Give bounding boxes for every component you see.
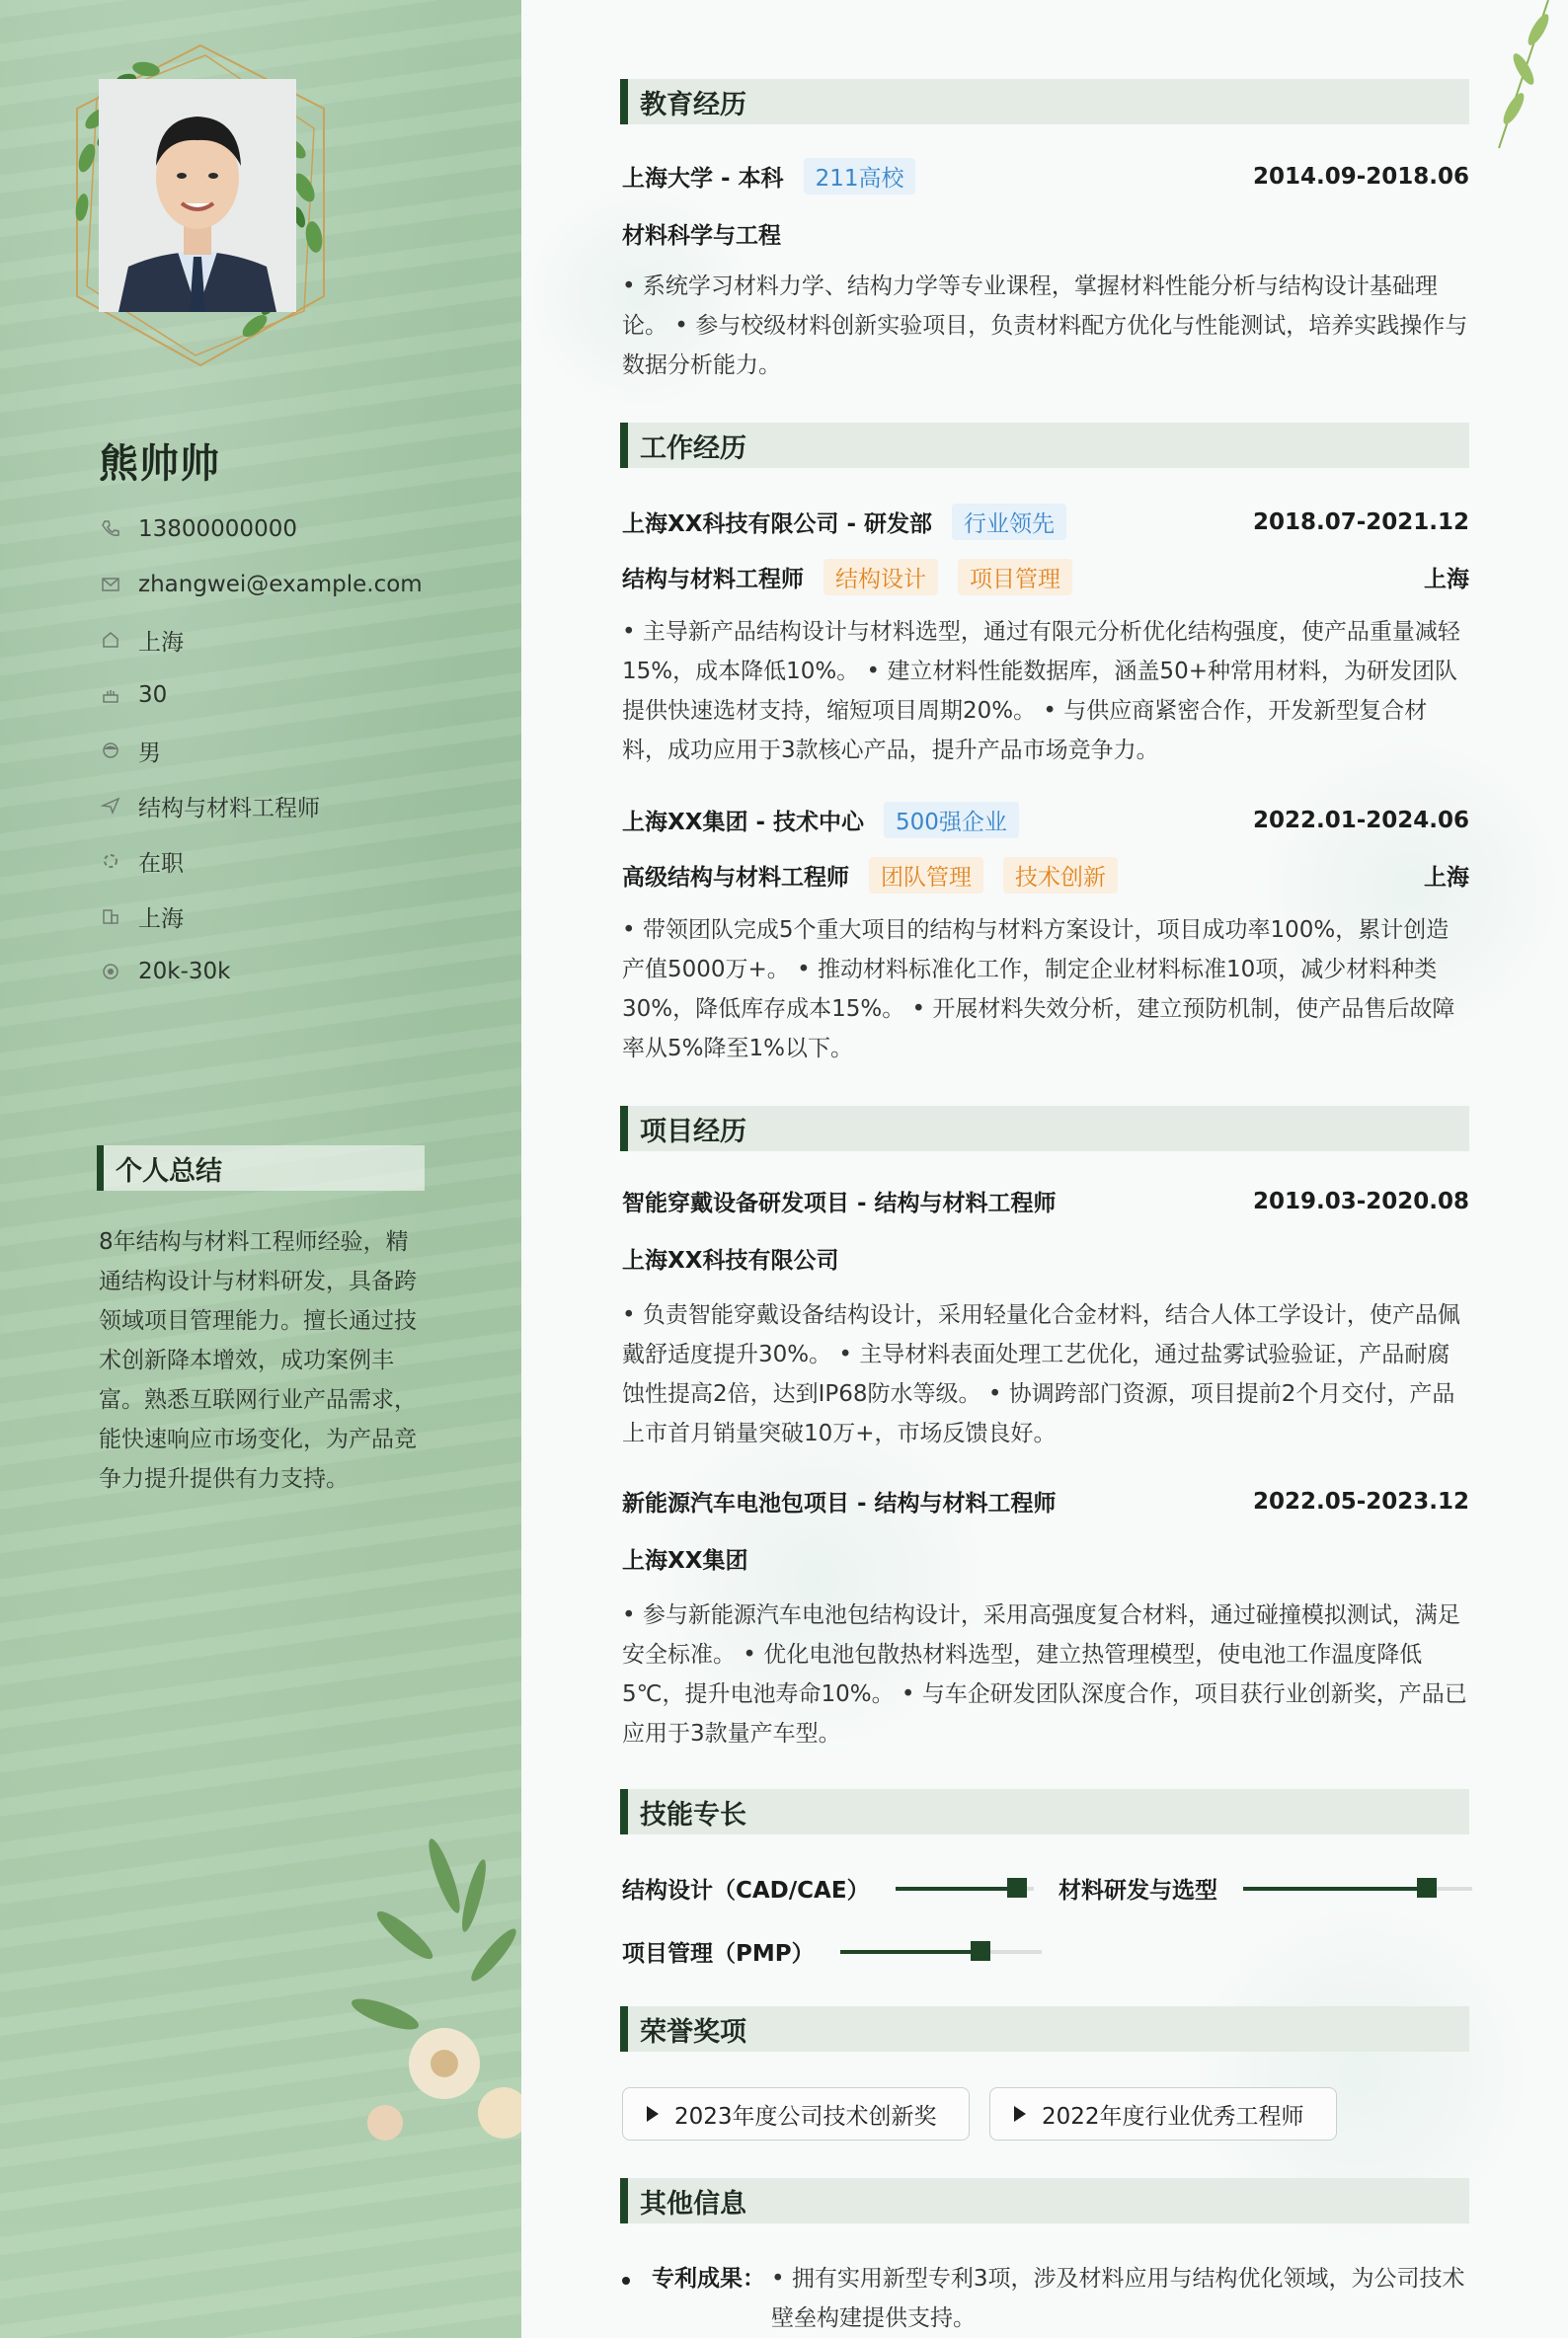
project-1-period: 2019.03-2020.08 [1252, 1188, 1469, 1214]
skill-3-knob [971, 1941, 990, 1961]
skill-1-knob [1007, 1878, 1027, 1898]
leaf-branch-icon [1469, 0, 1568, 158]
status-icon [99, 849, 122, 873]
skill-2-bar [1243, 1887, 1472, 1891]
work-1-company-tag: 行业领先 [952, 504, 1066, 540]
project-2-period: 2022.05-2023.12 [1252, 1488, 1469, 1515]
projects-heading: 项目经历 [620, 1106, 1469, 1151]
education-desc: • 系统学习材料力学、结构力学等专业课程，掌握材料性能分析与结构设计基础理论。 • 参与校级材料创新实验项目，负责材料配方优化与性能测试，培养实践操作与数据分析能力。 [622, 273, 1468, 378]
bullet-icon [622, 2277, 630, 2285]
honor-item-2 [989, 2087, 1337, 2141]
project-1-desc: • 负责智能穿戴设备结构设计，采用轻量化合金材料，结合人体工学设计，使产品佩戴舒适度提升30%。 • 主导材料表面处理工艺优化，通过盐雾试验验证，产品耐腐蚀性提高2倍，达到IP68防水等级。 • 协调跨部门资源，项目提前2个月交付，产品上市首月销量突破10万+，市场反馈良好。 [622, 1302, 1460, 1446]
work-1-company: 上海XX科技有限公司 - 研发部 [622, 511, 933, 537]
work-2-tag-2: 技术创新 [1003, 857, 1118, 894]
work-item-1-header [622, 504, 1469, 540]
age-text: 30 [138, 682, 168, 708]
play-triangle-icon [1014, 2106, 1026, 2122]
project-1-company: 上海XX科技有限公司 [622, 1248, 839, 1274]
email-text: zhangwei@example.com [138, 572, 423, 597]
info-email [99, 557, 494, 612]
info-status [99, 833, 494, 889]
skill-3-name: 项目管理（PMP） [622, 1941, 815, 1967]
city-text: 上海 [138, 905, 184, 932]
work-item-2-role [622, 857, 1469, 894]
honor-1-text: 2023年度公司技术创新奖 [674, 2103, 937, 2130]
info-location [99, 612, 494, 667]
work-1-role: 结构与材料工程师 [622, 567, 804, 592]
other-label: 专利成果： [652, 2266, 765, 2292]
work-2-company-tag: 500强企业 [884, 802, 1019, 838]
project-2-desc: • 参与新能源汽车电池包结构设计，采用高强度复合材料，通过碰撞模拟测试，满足安全标准。 • 优化电池包散热材料选型，建立热管理模型，使电池工作温度降低5℃，提升电池寿命10%。 • 与车企研发团队深度合作，项目获行业创新奖，产品已应用于3款量产车型。 [622, 1602, 1467, 1747]
mail-icon [99, 573, 122, 596]
building-icon [99, 904, 122, 928]
info-phone [99, 502, 494, 557]
home-icon [99, 628, 122, 652]
work-2-company: 上海XX集团 - 技术中心 [622, 810, 865, 835]
other-item [622, 2259, 1469, 2338]
main-content [521, 0, 1568, 2338]
play-triangle-icon [647, 2106, 659, 2122]
work-2-city: 上海 [1424, 865, 1469, 891]
work-2-tag-1: 团队管理 [869, 857, 983, 894]
project-2-name: 新能源汽车电池包项目 - 结构与材料工程师 [622, 1491, 1057, 1517]
skill-1-fill [896, 1887, 1017, 1891]
work-2-period: 2022.01-2024.06 [1252, 807, 1469, 833]
skills-heading: 技能专长 [620, 1789, 1469, 1834]
other-text: • 拥有实用新型专利3项，涉及材料应用与结构优化领域，为公司技术壁垒构建提供支持。 [771, 2266, 1465, 2331]
other-heading: 其他信息 [620, 2178, 1469, 2223]
work-2-desc: • 带领团队完成5个重大项目的结构与材料方案设计，项目成功率100%，累计创造产值5000万+。 • 推动材料标准化工作，制定企业材料标准10项，减少材料种类30%，降低库存成本15%。 • 开展材料失效分析，建立预防机制，使产品售后故障率从5%降至1%以下。 [622, 917, 1455, 1061]
skill-item [622, 1872, 1034, 1905]
education-major-row [622, 217, 1469, 250]
skill-2-knob [1417, 1878, 1437, 1898]
skill-item [622, 1935, 1042, 1968]
education-tag: 211高校 [804, 158, 916, 195]
skill-2-name: 材料研发与选型 [1058, 1878, 1217, 1904]
avatar [99, 79, 296, 312]
profile-photo-frame [57, 39, 344, 375]
info-position [99, 778, 494, 833]
education-period: 2014.09-2018.06 [1252, 163, 1469, 190]
info-city [99, 889, 494, 944]
project-2-company: 上海XX集团 [622, 1548, 748, 1574]
location-text: 上海 [138, 629, 184, 656]
honor-2-text: 2022年度行业优秀工程师 [1042, 2103, 1304, 2130]
info-salary [99, 944, 494, 999]
work-1-tag-1: 结构设计 [823, 559, 938, 595]
summary-heading: 个人总结 [97, 1145, 425, 1191]
work-heading: 工作经历 [620, 423, 1469, 468]
phone-text: 13800000000 [138, 516, 297, 542]
coin-icon [99, 960, 122, 983]
honor-item-1 [622, 2087, 970, 2141]
skill-item [1058, 1872, 1472, 1905]
flower-decoration-icon [326, 1817, 523, 2152]
salary-text: 20k-30k [138, 959, 231, 984]
position-text: 结构与材料工程师 [138, 795, 320, 821]
contact-info [99, 502, 494, 999]
candidate-name: 熊帅帅 [99, 441, 220, 487]
education-major: 材料科学与工程 [622, 223, 781, 249]
project-1-name: 智能穿戴设备研发项目 - 结构与材料工程师 [622, 1191, 1057, 1216]
phone-icon [99, 517, 122, 541]
send-icon [99, 794, 122, 818]
work-item-2-header [622, 802, 1469, 838]
skill-2-fill [1243, 1887, 1427, 1891]
info-age [99, 667, 494, 723]
project-2-company-row [622, 1542, 1469, 1575]
work-item-1-role [622, 559, 1469, 595]
work-1-city: 上海 [1424, 567, 1469, 592]
project-1-header [622, 1185, 1469, 1217]
gender-text: 男 [138, 740, 161, 766]
work-1-period: 2018.07-2021.12 [1252, 508, 1469, 535]
education-school: 上海大学 - 本科 [622, 166, 784, 192]
work-1-desc: • 主导新产品结构设计与材料选型，通过有限元分析优化结构强度，使产品重量减轻15%，成本降低10%。 • 建立材料性能数据库，涵盖50+种常用材料，为研发团队提供快速选材支持，缩短项目周期20%。 • 与供应商紧密合作，开发新型复合材料，成功应用于3款核心产品，提升产品市场竞争力。 [622, 619, 1460, 763]
status-text: 在职 [138, 850, 184, 877]
project-2-header [622, 1485, 1469, 1518]
cake-icon [99, 683, 122, 707]
education-heading: 教育经历 [620, 79, 1469, 124]
skill-1-name: 结构设计（CAD/CAE） [622, 1878, 870, 1904]
work-2-role: 高级结构与材料工程师 [622, 865, 849, 891]
skill-3-bar [840, 1950, 1042, 1954]
skill-3-fill [840, 1950, 981, 1954]
face-icon [99, 739, 122, 762]
sidebar [0, 0, 521, 2338]
skill-1-bar [896, 1887, 1034, 1891]
project-1-company-row [622, 1242, 1469, 1275]
info-gender [99, 723, 494, 778]
work-1-tag-2: 项目管理 [958, 559, 1072, 595]
education-row [622, 158, 1469, 195]
honors-heading: 荣誉奖项 [620, 2006, 1469, 2052]
summary-text: 8年结构与材料工程师经验，精通结构设计与材料研发，具备跨领域项目管理能力。擅长通过技术创新降本增效，成功案例丰富。熟悉互联网行业产品需求，能快速响应市场变化，为产品竞争力提升提供有力支持。 [99, 1229, 417, 1492]
